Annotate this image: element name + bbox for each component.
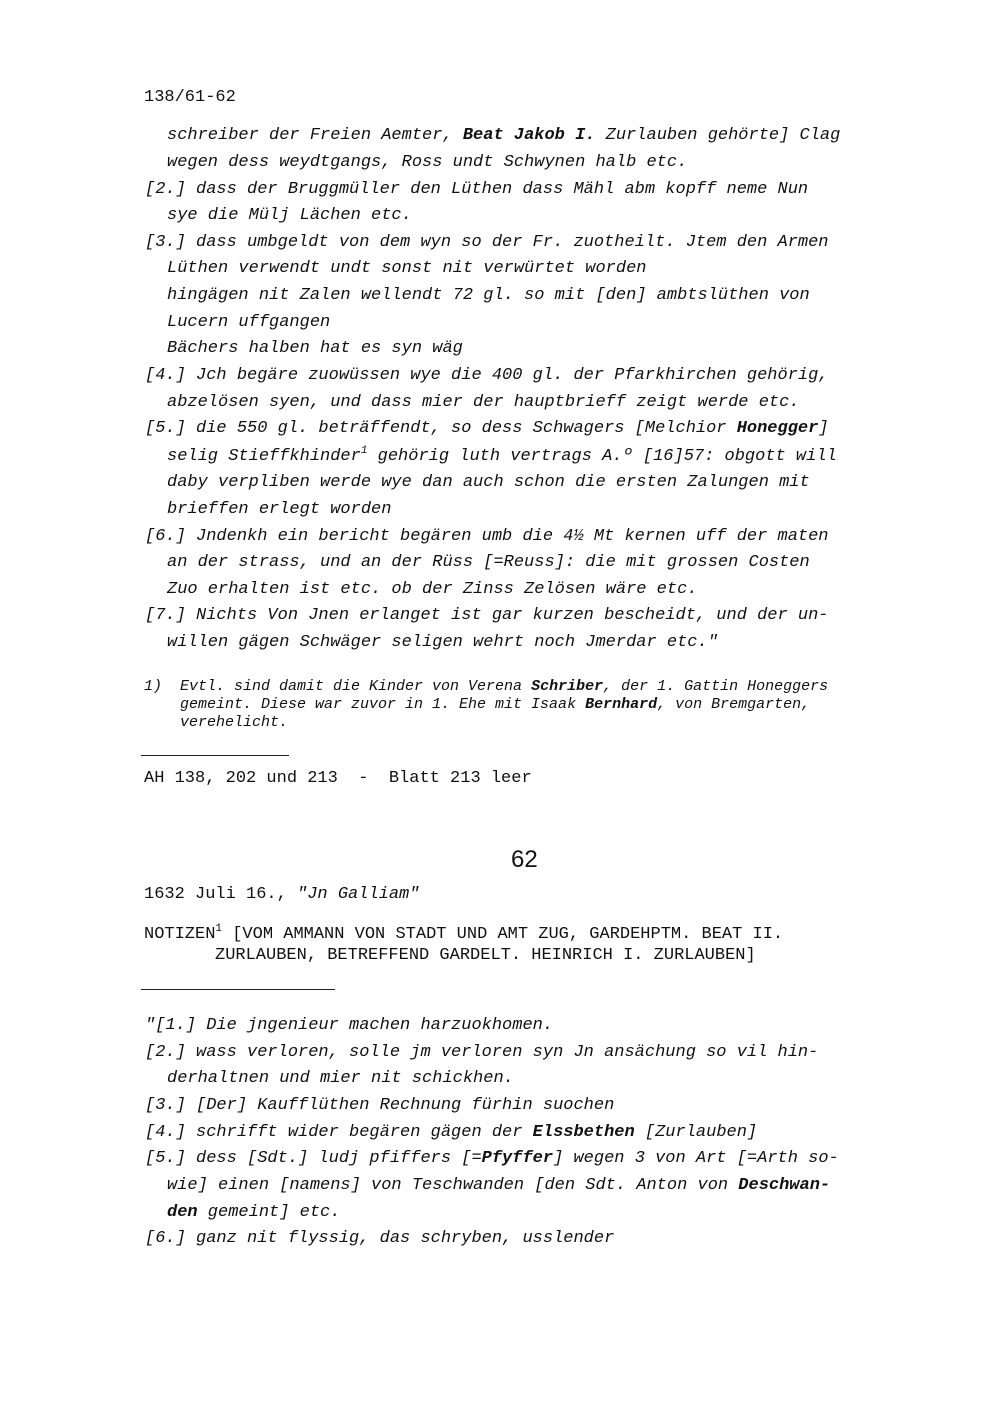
- footnote-line: 1) Evtl. sind damit die Kinder von Verena Schriber, der 1. Gattin Honeggers: [144, 678, 829, 695]
- text-line: [6.] ganz nit flyssig, das schryben, usslender: [145, 1229, 615, 1248]
- text-line: Lucern uffgangen: [167, 313, 331, 332]
- text-line: "[1.] Die jngenieur machen harzuokhomen.: [145, 1016, 554, 1035]
- footnote-line: verehelicht.: [180, 714, 289, 731]
- source-reference: AH 138, 202 und 213 - Blatt 213 leer: [144, 769, 532, 788]
- text-line: willen gägen Schwäger seligen wehrt noch Jmerdar etc.": [167, 633, 718, 652]
- document-title-line2: ZURLAUBEN, BETREFFEND GARDELT. HEINRICH I. ZURLAUBEN]: [215, 946, 756, 965]
- text-line: an der strass, und an der Rüss [=Reuss]: die mit grossen Costen: [167, 553, 810, 572]
- text-line: [4.] schrifft wider begären gägen der Elssbethen [Zurlauben]: [145, 1123, 758, 1142]
- bold-name: Deschwan-: [738, 1176, 831, 1195]
- text-line: Lüthen verwendt undt sonst nit verwürtet worden: [167, 259, 647, 278]
- document-date: 1632 Juli 16., "Jn Galliam": [144, 885, 420, 904]
- bold-name: Schriber: [531, 678, 604, 695]
- text-line: [5.] dess [Sdt.] ludj pfiffers [=Pfyffer] wegen 3 von Art [=Arth so-: [145, 1149, 839, 1168]
- text-line: [3.] [Der] Kaufflüthen Rechnung fürhin suochen: [145, 1096, 615, 1115]
- bold-name: Pfyffer: [481, 1149, 554, 1168]
- text-line: [4.] Jch begäre zuowüssen wye die 400 gl. der Pfarkhirchen gehörig,: [145, 366, 829, 385]
- bold-name: Elssbethen: [532, 1123, 635, 1142]
- page-reference: 138/61-62: [144, 88, 236, 107]
- text-line: wie] einen [namens] von Teschwanden [den Sdt. Anton von Deschwan-: [167, 1176, 831, 1195]
- text-line: wegen dess weydtgangs, Ross undt Schwynen halb etc.: [167, 153, 688, 172]
- document-number: 62: [511, 846, 538, 873]
- text-line: hingägen nit Zalen wellendt 72 gl. so mit [den] ambtslüthen von: [167, 286, 810, 305]
- bold-name: Beat Jakob I.: [462, 126, 596, 145]
- text-line: [7.] Nichts Von Jnen erlanget ist gar kurzen bescheidt, und der un-: [145, 606, 829, 625]
- text-line: daby verpliben werde wye dan auch schon die ersten Zalungen mit: [167, 473, 810, 492]
- text-line: schreiber der Freien Aemter, Beat Jakob I. Zurlauben gehörte] Clag: [167, 126, 841, 145]
- bold-name: Bernhard: [585, 696, 658, 713]
- text-line: Bächers halben hat es syn wäg: [167, 339, 463, 358]
- text-line: derhaltnen und mier nit schickhen.: [167, 1069, 514, 1088]
- text-line: [2.] wass verloren, solle jm verloren syn Jn ansächung so vil hin-: [145, 1043, 819, 1062]
- footnote-marker: 1: [360, 445, 368, 457]
- text-line: sye die Mülj Lächen etc.: [167, 206, 412, 225]
- text-line: [6.] Jndenkh ein bericht begären umb die 4½ Mt kernen uff der maten: [145, 527, 829, 546]
- footnote-marker: 1: [215, 923, 223, 935]
- bold-name: den: [167, 1203, 198, 1222]
- text-line: den gemeint] etc.: [167, 1203, 341, 1222]
- text-line: [5.] die 550 gl. beträffendt, so dess Schwagers [Melchior Honegger]: [145, 419, 829, 438]
- text-line: selig Stieffkhinder$^1$ gehörig luth vertrags A.º [16]57: obgott will: [167, 445, 837, 466]
- footnote-divider: [141, 755, 289, 756]
- document-title: NOTIZEN$^1$ [VOM AMMANN VON STADT UND AMT ZUG, GARDEHPTM. BEAT II.: [144, 923, 784, 944]
- text-line: [2.] dass der Bruggmüller den Lüthen dass Mähl abm kopff neme Nun: [145, 180, 809, 199]
- bold-name: Honegger: [736, 419, 819, 438]
- title-divider: [141, 989, 335, 990]
- text-line: brieffen erlegt worden: [167, 500, 392, 519]
- footnote-line: gemeint. Diese war zuvor in 1. Ehe mit Isaak Bernhard, von Bremgarten,: [180, 696, 811, 713]
- text-line: Zuo erhalten ist etc. ob der Zinss Zelösen wäre etc.: [167, 580, 698, 599]
- text-line: [3.] dass umbgeldt von dem wyn so der Fr. zuotheilt. Jtem den Armen: [145, 233, 829, 252]
- text-line: abzelösen syen, und dass mier der hauptbrieff zeigt werde etc.: [167, 393, 800, 412]
